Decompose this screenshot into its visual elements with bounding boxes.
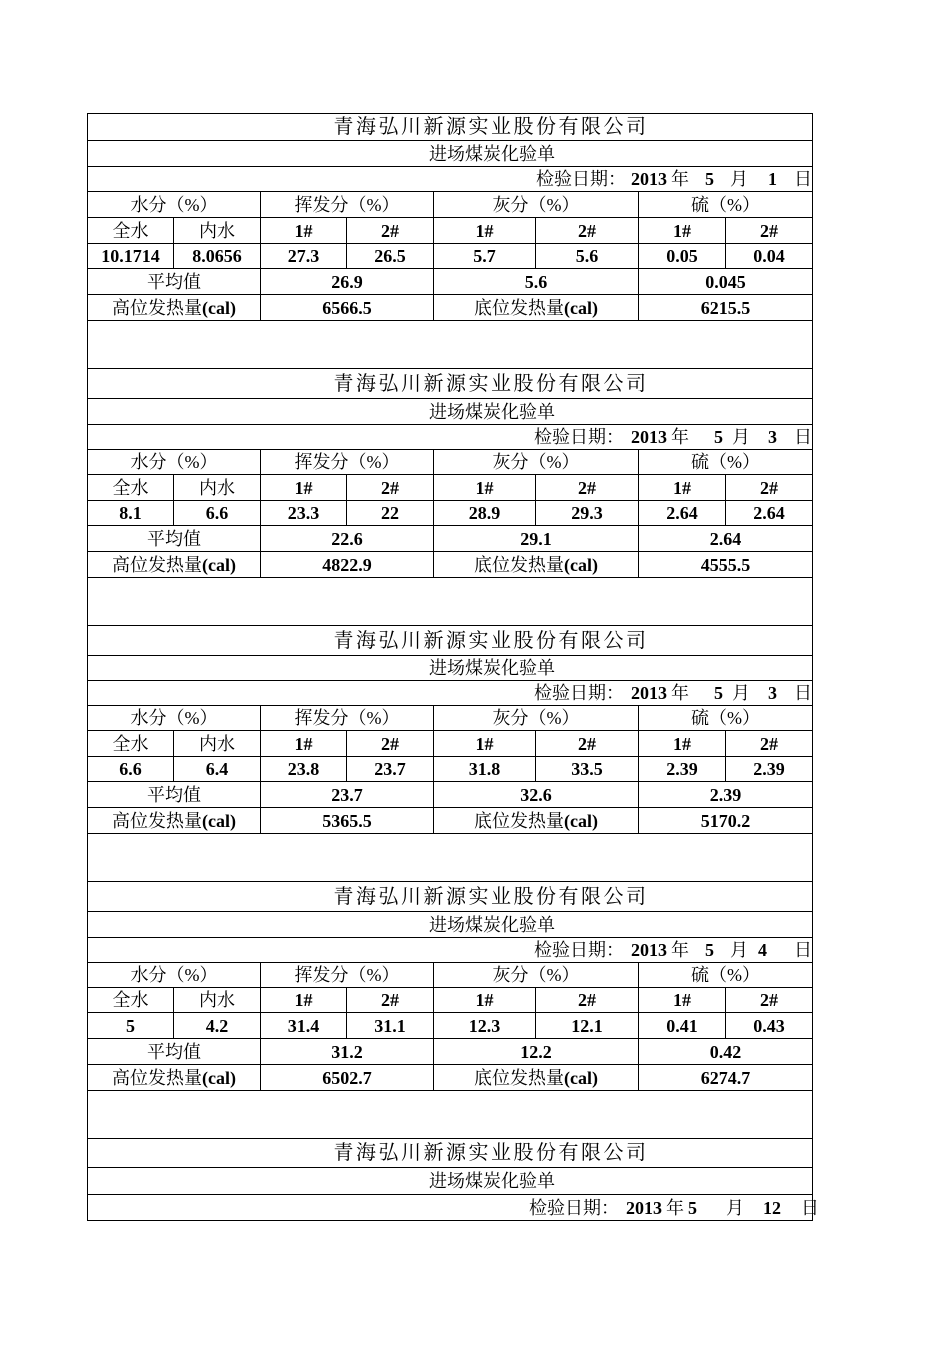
- net-calorific-value: 5170.2: [639, 808, 813, 834]
- month-unit: 月: [732, 427, 750, 447]
- total-moisture-header: 全水: [88, 988, 174, 1013]
- date-day: 3: [768, 427, 777, 447]
- company-name: 青海弘川新源实业股份有限公司: [88, 626, 813, 656]
- date-label: 检验日期：: [534, 940, 624, 960]
- sub-header-row: [88, 731, 813, 757]
- calorific-unit: (cal): [202, 1067, 236, 1088]
- date-year: 2013: [631, 940, 667, 960]
- calorific-unit: (cal): [202, 810, 236, 831]
- net-calorific-value: 6274.7: [639, 1065, 813, 1091]
- gross-calorific-text: 高位发热量: [112, 810, 202, 831]
- sulfur-header: 硫（%）: [639, 963, 813, 988]
- values-row: [88, 244, 813, 269]
- sulfur-2-header: 2#: [726, 475, 813, 501]
- volatile-1-header: 1#: [261, 731, 347, 757]
- date-month: 5: [705, 169, 714, 189]
- volatile-average: 22.6: [261, 526, 434, 552]
- total-moisture-value: 10.1714: [88, 244, 174, 269]
- ash-2-header: 2#: [536, 731, 639, 757]
- sulfur-2-value: 0.04: [726, 244, 813, 269]
- inspection-date: [88, 938, 813, 963]
- gross-calorific-value: 6502.7: [261, 1065, 434, 1091]
- year-unit: 年: [666, 1197, 684, 1218]
- form-title: 进场煤炭化验单: [88, 1168, 813, 1195]
- ash-header: 灰分（%）: [434, 450, 639, 475]
- blank-spacer: [88, 321, 813, 369]
- ash-1-value: 28.9: [434, 501, 536, 526]
- volatile-2-header: 2#: [347, 475, 434, 501]
- company-name: 青海弘川新源实业股份有限公司: [88, 114, 813, 141]
- gross-calorific-value: 5365.5: [261, 808, 434, 834]
- gross-calorific-label: [88, 295, 261, 321]
- month-unit: 月: [732, 683, 750, 703]
- net-calorific-label: [434, 808, 639, 834]
- form-title: 进场煤炭化验单: [88, 912, 813, 938]
- ash-1-value: 12.3: [434, 1013, 536, 1039]
- calorific-unit: (cal): [564, 297, 598, 318]
- inherent-moisture-value: 8.0656: [174, 244, 261, 269]
- report-block: [88, 626, 813, 882]
- sub-header-row: [88, 475, 813, 501]
- volatile-2-header: 2#: [347, 731, 434, 757]
- sulfur-average: 0.42: [639, 1039, 813, 1065]
- form-title-row: [88, 399, 813, 425]
- calorific-unit: (cal): [202, 297, 236, 318]
- date-year: 2013: [631, 683, 667, 703]
- date-month: 5: [714, 683, 723, 703]
- blank-spacer: [88, 578, 813, 626]
- ash-header: 灰分（%）: [434, 963, 639, 988]
- gross-calorific-text: 高位发热量: [112, 297, 202, 318]
- date-year: 2013: [626, 1197, 662, 1218]
- average-label: 平均值: [88, 269, 261, 295]
- moisture-header: 水分（%）: [88, 706, 261, 731]
- total-moisture-value: 6.6: [88, 757, 174, 782]
- sulfur-2-value: 2.64: [726, 501, 813, 526]
- title-row: [88, 882, 813, 912]
- gross-calorific-value: 4822.9: [261, 552, 434, 578]
- inherent-moisture-header: 内水: [174, 475, 261, 501]
- total-moisture-header: 全水: [88, 731, 174, 757]
- spacer-row: [88, 834, 813, 882]
- year-unit: 年: [671, 427, 689, 447]
- net-calorific-value: 6215.5: [639, 295, 813, 321]
- volatile-1-value: 23.8: [261, 757, 347, 782]
- moisture-header: 水分（%）: [88, 963, 261, 988]
- month-unit: 月: [726, 1197, 744, 1218]
- title-row: [88, 369, 813, 399]
- sulfur-1-value: 0.41: [639, 1013, 726, 1039]
- volatile-header: 挥发分（%）: [261, 706, 434, 731]
- ash-average: 12.2: [434, 1039, 639, 1065]
- ash-2-header: 2#: [536, 475, 639, 501]
- sulfur-2-value: 0.43: [726, 1013, 813, 1039]
- blank-spacer: [88, 1091, 813, 1139]
- form-title-row: [88, 656, 813, 681]
- date-day: 3: [768, 683, 777, 703]
- calorific-unit: (cal): [564, 554, 598, 575]
- total-moisture-value: 5: [88, 1013, 174, 1039]
- form-title: 进场煤炭化验单: [88, 141, 813, 167]
- inspection-date: [88, 167, 813, 192]
- values-row: [88, 1013, 813, 1039]
- month-unit: 月: [730, 169, 748, 189]
- group-header-row: [88, 192, 813, 218]
- date-label: 检验日期：: [529, 1197, 619, 1218]
- date-row: [88, 167, 813, 192]
- ash-1-header: 1#: [434, 218, 536, 244]
- volatile-1-header: 1#: [261, 218, 347, 244]
- ash-average: 29.1: [434, 526, 639, 552]
- blank-spacer: [88, 834, 813, 882]
- ash-2-value: 12.1: [536, 1013, 639, 1039]
- title-row: [88, 114, 813, 141]
- sulfur-1-value: 2.39: [639, 757, 726, 782]
- gross-calorific-text: 高位发热量: [112, 1067, 202, 1088]
- ash-2-header: 2#: [536, 988, 639, 1013]
- volatile-header: 挥发分（%）: [261, 192, 434, 218]
- ash-1-value: 31.8: [434, 757, 536, 782]
- date-month: 5: [688, 1197, 697, 1218]
- average-label: 平均值: [88, 526, 261, 552]
- date-line: [88, 1196, 819, 1220]
- calorific-unit: (cal): [202, 554, 236, 575]
- form-title-row: [88, 912, 813, 938]
- values-row: [88, 757, 813, 782]
- inherent-moisture-value: 6.4: [174, 757, 261, 782]
- volatile-2-value: 26.5: [347, 244, 434, 269]
- form-title: 进场煤炭化验单: [88, 656, 813, 681]
- date-day: 4: [758, 940, 767, 960]
- inherent-moisture-value: 4.2: [174, 1013, 261, 1039]
- year-unit: 年: [671, 169, 689, 189]
- volatile-average: 26.9: [261, 269, 434, 295]
- sulfur-1-header: 1#: [639, 988, 726, 1013]
- inspection-date: [88, 681, 813, 706]
- sulfur-header: 硫（%）: [639, 192, 813, 218]
- date-label: 检验日期：: [534, 427, 624, 447]
- report-block: [88, 1139, 819, 1221]
- month-unit: 月: [730, 940, 748, 960]
- ash-2-value: 5.6: [536, 244, 639, 269]
- net-calorific-label: [434, 552, 639, 578]
- sulfur-1-value: 0.05: [639, 244, 726, 269]
- inherent-moisture-value: 6.6: [174, 501, 261, 526]
- net-calorific-text: 底位发热量: [474, 297, 564, 318]
- sulfur-2-header: 2#: [726, 988, 813, 1013]
- ash-average: 5.6: [434, 269, 639, 295]
- date-label: 检验日期：: [536, 169, 626, 189]
- net-calorific-text: 底位发热量: [474, 554, 564, 575]
- group-header-row: [88, 963, 813, 988]
- date-line: [88, 938, 813, 962]
- moisture-header: 水分（%）: [88, 450, 261, 475]
- day-unit: 日: [794, 940, 812, 960]
- form-title-row: [88, 141, 813, 167]
- date-day: 1: [768, 169, 777, 189]
- company-name: 青海弘川新源实业股份有限公司: [88, 1139, 813, 1168]
- ash-1-value: 5.7: [434, 244, 536, 269]
- ash-1-header: 1#: [434, 475, 536, 501]
- inherent-moisture-header: 内水: [174, 218, 261, 244]
- volatile-1-value: 31.4: [261, 1013, 347, 1039]
- sulfur-average: 0.045: [639, 269, 813, 295]
- inherent-moisture-header: 内水: [174, 731, 261, 757]
- spacer-row: [88, 321, 813, 369]
- average-row: [88, 782, 813, 808]
- total-moisture-header: 全水: [88, 475, 174, 501]
- volatile-2-header: 2#: [347, 218, 434, 244]
- average-label: 平均值: [88, 782, 261, 808]
- volatile-2-header: 2#: [347, 988, 434, 1013]
- company-name: 青海弘川新源实业股份有限公司: [88, 369, 813, 399]
- volatile-1-header: 1#: [261, 475, 347, 501]
- volatile-2-value: 22: [347, 501, 434, 526]
- sulfur-1-header: 1#: [639, 475, 726, 501]
- sub-header-row: [88, 218, 813, 244]
- sulfur-average: 2.64: [639, 526, 813, 552]
- title-row: [88, 626, 813, 656]
- ash-2-value: 29.3: [536, 501, 639, 526]
- moisture-header: 水分（%）: [88, 192, 261, 218]
- average-row: [88, 1039, 813, 1065]
- report-block: [88, 882, 813, 1139]
- gross-calorific-value: 6566.5: [261, 295, 434, 321]
- net-calorific-value: 4555.5: [639, 552, 813, 578]
- sulfur-header: 硫（%）: [639, 706, 813, 731]
- sulfur-1-header: 1#: [639, 731, 726, 757]
- date-month: 5: [705, 940, 714, 960]
- report-block: [88, 369, 813, 626]
- date-row: [88, 681, 813, 706]
- volatile-header: 挥发分（%）: [261, 963, 434, 988]
- ash-header: 灰分（%）: [434, 706, 639, 731]
- spacer-row: [88, 578, 813, 626]
- net-calorific-label: [434, 295, 639, 321]
- volatile-1-value: 27.3: [261, 244, 347, 269]
- sulfur-2-header: 2#: [726, 731, 813, 757]
- net-calorific-text: 底位发热量: [474, 1067, 564, 1088]
- sulfur-1-header: 1#: [639, 218, 726, 244]
- day-unit: 日: [794, 169, 812, 189]
- ash-header: 灰分（%）: [434, 192, 639, 218]
- ash-2-header: 2#: [536, 218, 639, 244]
- total-moisture-value: 8.1: [88, 501, 174, 526]
- date-line: [88, 681, 813, 705]
- spacer-row: [88, 1091, 813, 1139]
- day-unit: 日: [794, 427, 812, 447]
- date-label: 检验日期：: [534, 683, 624, 703]
- sub-header-row: [88, 988, 813, 1013]
- net-calorific-label: [434, 1065, 639, 1091]
- date-year: 2013: [631, 427, 667, 447]
- date-line: [88, 425, 813, 449]
- sulfur-2-value: 2.39: [726, 757, 813, 782]
- ash-1-header: 1#: [434, 988, 536, 1013]
- volatile-average: 31.2: [261, 1039, 434, 1065]
- ash-1-header: 1#: [434, 731, 536, 757]
- calorific-unit: (cal): [564, 810, 598, 831]
- group-header-row: [88, 706, 813, 731]
- sulfur-average: 2.39: [639, 782, 813, 808]
- date-line: [88, 167, 813, 191]
- day-unit: 日: [801, 1197, 819, 1218]
- total-moisture-header: 全水: [88, 218, 174, 244]
- form-title: 进场煤炭化验单: [88, 399, 813, 425]
- calorific-row: [88, 808, 813, 834]
- volatile-1-value: 23.3: [261, 501, 347, 526]
- group-header-row: [88, 450, 813, 475]
- gross-calorific-label: [88, 1065, 261, 1091]
- year-unit: 年: [671, 940, 689, 960]
- date-row: [88, 938, 813, 963]
- date-day: 12: [763, 1197, 781, 1218]
- average-label: 平均值: [88, 1039, 261, 1065]
- ash-average: 32.6: [434, 782, 639, 808]
- title-row: [88, 1139, 813, 1168]
- inspection-date: [88, 1195, 819, 1221]
- sulfur-2-header: 2#: [726, 218, 813, 244]
- coal-inspection-sheet: [87, 113, 819, 1221]
- report-block: [88, 114, 813, 369]
- calorific-unit: (cal): [564, 1067, 598, 1088]
- volatile-average: 23.7: [261, 782, 434, 808]
- volatile-2-value: 31.1: [347, 1013, 434, 1039]
- gross-calorific-label: [88, 808, 261, 834]
- inspection-date: [88, 425, 813, 450]
- gross-calorific-label: [88, 552, 261, 578]
- volatile-header: 挥发分（%）: [261, 450, 434, 475]
- date-row: [88, 1195, 813, 1221]
- sulfur-header: 硫（%）: [639, 450, 813, 475]
- date-row: [88, 425, 813, 450]
- day-unit: 日: [794, 683, 812, 703]
- form-title-row: [88, 1168, 813, 1195]
- date-year: 2013: [631, 169, 667, 189]
- company-name: 青海弘川新源实业股份有限公司: [88, 882, 813, 912]
- calorific-row: [88, 1065, 813, 1091]
- calorific-row: [88, 552, 813, 578]
- date-month: 5: [714, 427, 723, 447]
- calorific-row: [88, 295, 813, 321]
- gross-calorific-text: 高位发热量: [112, 554, 202, 575]
- average-row: [88, 269, 813, 295]
- average-row: [88, 526, 813, 552]
- volatile-2-value: 23.7: [347, 757, 434, 782]
- values-row: [88, 501, 813, 526]
- inherent-moisture-header: 内水: [174, 988, 261, 1013]
- sulfur-1-value: 2.64: [639, 501, 726, 526]
- year-unit: 年: [671, 683, 689, 703]
- ash-2-value: 33.5: [536, 757, 639, 782]
- net-calorific-text: 底位发热量: [474, 810, 564, 831]
- volatile-1-header: 1#: [261, 988, 347, 1013]
